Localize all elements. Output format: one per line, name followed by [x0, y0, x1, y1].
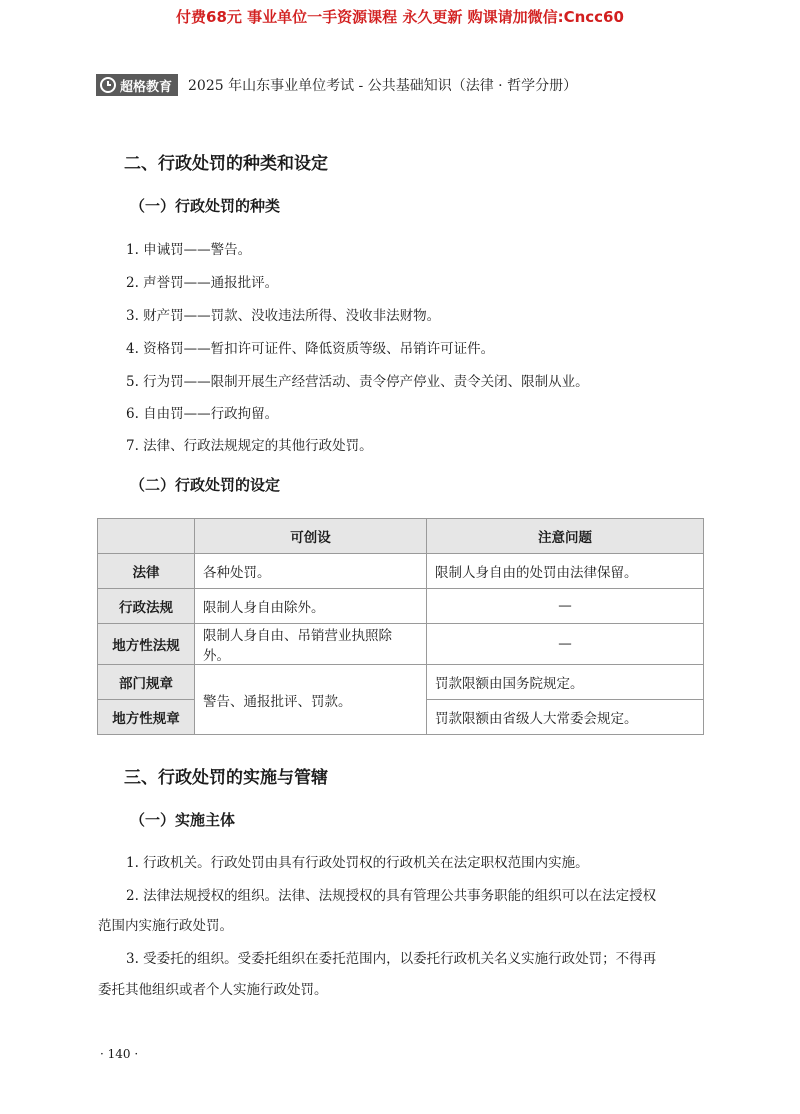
paragraph-continuation: 范围内实施行政处罚。 — [98, 918, 233, 934]
table-cell: — — [427, 589, 704, 624]
paragraph: 3. 受委托的组织。受委托组织在委托范围内，以委托行政机关名义实施行政处罚；不得再 — [126, 951, 657, 967]
table-cell: 限制人身自由除外。 — [195, 589, 427, 624]
table-row — [98, 624, 704, 665]
table-row — [98, 665, 704, 700]
page-header — [96, 72, 577, 98]
list-item: 4. 资格罚——暂扣许可证件、降低资质等级、吊销许可证件。 — [126, 341, 495, 357]
logo-text: 超格教育 — [120, 79, 173, 95]
table-header-cell: 注意问题 — [427, 519, 704, 554]
table-cell: 各种处罚。 — [195, 554, 427, 589]
table-header-cell — [98, 519, 195, 554]
list-item: 3. 财产罚——罚款、没收违法所得、没收非法财物。 — [126, 308, 441, 324]
row-head: 地方性法规 — [98, 624, 195, 665]
list-item: 2. 声誉罚——通报批评。 — [126, 275, 279, 291]
table-cell: 限制人身自由的处罚由法律保留。 — [427, 554, 704, 589]
table-cell: 限制人身自由、吊销营业执照除外。 — [195, 624, 427, 665]
table-cell: 警告、通报批评、罚款。 — [195, 665, 427, 735]
table-cell: 罚款限额由省级人大常委会规定。 — [427, 700, 704, 735]
subsection-heading: （一）行政处罚的种类 — [130, 197, 281, 215]
subsection-heading: （二）行政处罚的设定 — [130, 476, 281, 494]
logo — [96, 74, 178, 96]
table-header-row — [98, 519, 704, 554]
table-row — [98, 589, 704, 624]
list-item: 6. 自由罚——行政拘留。 — [126, 406, 279, 422]
table-header-cell: 可创设 — [195, 519, 427, 554]
row-head: 地方性规章 — [98, 700, 195, 735]
table-cell: — — [427, 624, 704, 665]
list-item: 7. 法律、行政法规规定的其他行政处罚。 — [126, 438, 373, 454]
header-title: 2025 年山东事业单位考试 - 公共基础知识（法律 · 哲学分册） — [188, 78, 578, 94]
list-item: 1. 申诫罚——警告。 — [126, 242, 252, 258]
paragraph: 1. 行政机关。行政处罚由具有行政处罚权的行政机关在法定职权范围内实施。 — [126, 855, 589, 871]
section-heading: 三、行政处罚的实施与管辖 — [124, 768, 328, 788]
row-head: 行政法规 — [98, 589, 195, 624]
watermark-text: 付费68元 事业单位一手资源课程 永久更新 购课请加微信:Cncc60 — [176, 8, 624, 26]
row-head: 法律 — [98, 554, 195, 589]
list-item: 5. 行为罚——限制开展生产经营活动、责令停产停业、责令关闭、限制从业。 — [126, 374, 589, 390]
row-head: 部门规章 — [98, 665, 195, 700]
paragraph-continuation: 委托其他组织或者个人实施行政处罚。 — [98, 982, 328, 998]
table-row — [98, 554, 704, 589]
subsection-heading: （一）实施主体 — [130, 811, 236, 829]
table-cell: 罚款限额由国务院规定。 — [427, 665, 704, 700]
page-number: · 140 · — [100, 1047, 139, 1061]
section-heading: 二、行政处罚的种类和设定 — [124, 154, 328, 174]
penalty-setting-table — [97, 518, 704, 735]
logo-icon — [100, 77, 116, 93]
paragraph: 2. 法律法规授权的组织。法律、法规授权的具有管理公共事务职能的组织可以在法定授权 — [126, 888, 657, 904]
